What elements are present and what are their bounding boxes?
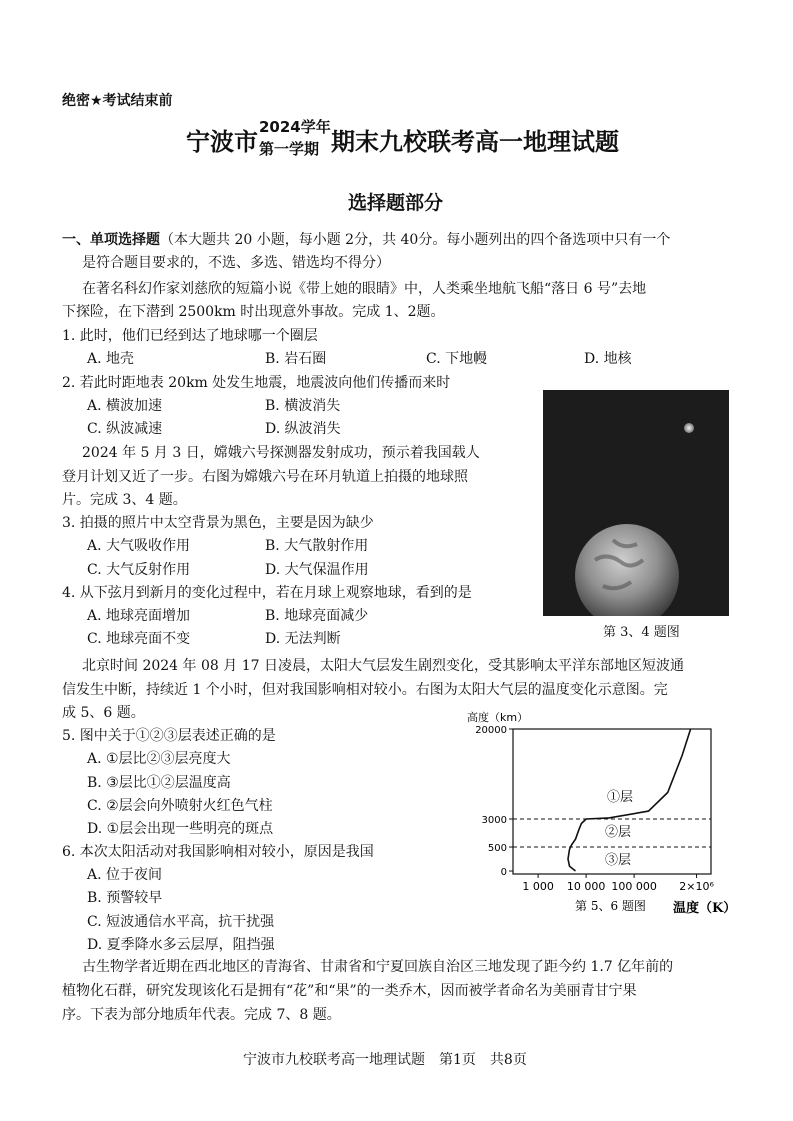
y-axis-label: 高度（km） xyxy=(467,711,529,724)
q4-option-b[interactable]: B. 地球亮面减少 xyxy=(265,608,369,624)
passage3-line3: 成 5、6 题。 xyxy=(62,705,145,721)
q3-option-c[interactable]: C. 大气反射作用 xyxy=(87,562,191,578)
title-main: 期末九校联考高一地理试题 xyxy=(331,127,619,156)
earth-globe xyxy=(575,524,679,616)
part1-instruction-line1 xyxy=(62,231,670,249)
q5-option-b[interactable]: B. ③层比①②层温度高 xyxy=(87,775,231,791)
q6-option-a[interactable]: A. 位于夜间 xyxy=(87,867,163,883)
q2-stem: 2. 若此时距地表 20km 处发生地震，地震波向他们传播而来时 xyxy=(62,375,451,391)
y-tick-label: 500 xyxy=(487,843,507,854)
distant-body xyxy=(684,423,694,433)
q3-stem: 3. 拍摄的照片中太空背景为黑色，主要是因为缺少 xyxy=(62,515,374,531)
q3-option-b[interactable]: B. 大气散射作用 xyxy=(265,538,369,554)
x-tick-group xyxy=(522,874,714,893)
q6-option-c[interactable]: C. 短波通信水平高，抗干扰强 xyxy=(87,914,275,930)
x-tick-label: 1 000 xyxy=(522,880,554,893)
passage2-line1: 2024 年 5 月 3 日，嫦娥六号探测器发射成功，预示着我国载人 xyxy=(82,445,480,461)
q6-stem: 6. 本次太阳活动对我国影响相对较小，原因是我国 xyxy=(62,844,374,860)
title-year: 2024学年 xyxy=(259,118,331,136)
passage4-line2: 植物化石群，研究发现该化石是拥有“花”和“果”的一类乔木，因而被学者命名为美丽青甘宁果 xyxy=(62,983,637,999)
confidential-label: 绝密★考试结束前 xyxy=(62,93,173,109)
passage2-line2: 登月计划又近了一步。右图为嫦娥六号在环月轨道上拍摄的地球照 xyxy=(62,469,468,485)
q3-option-a[interactable]: A. 大气吸收作用 xyxy=(87,538,191,554)
q6-option-d[interactable]: D. 夏季降水多云层厚，阻挡强 xyxy=(87,937,275,953)
y-tick-label: 20000 xyxy=(475,725,507,736)
q5-stem: 5. 图中关于①②③层表述正确的是 xyxy=(62,728,276,744)
part1-instruction: （本大题共 20 小题，每小题 2分，共 40分。每小题列出的四个备选项中只有一个 xyxy=(160,232,671,248)
part1-instruction-line2: 是符合题目要求的，不选、多选、错选均不得分） xyxy=(82,255,390,271)
earth-photo xyxy=(543,390,729,616)
q4-option-d[interactable]: D. 无法判断 xyxy=(265,631,341,647)
q1-option-c[interactable]: C. 下地幔 xyxy=(426,351,488,367)
passage1-line1: 在著名科幻作家刘慈欣的短篇小说《带上她的眼睛》中，人类乘坐地航飞船“落日 6 号”去地 xyxy=(82,281,647,297)
title-prefix: 宁波市 xyxy=(186,127,258,156)
q2-option-c[interactable]: C. 纵波减速 xyxy=(87,421,163,437)
photo-caption: 第 3、4 题图 xyxy=(603,625,680,640)
q1-option-d[interactable]: D. 地核 xyxy=(584,351,632,367)
q2-option-b[interactable]: B. 横波消失 xyxy=(265,398,341,414)
q3-option-d[interactable]: D. 大气保温作用 xyxy=(265,562,369,578)
y-tick-label: 0 xyxy=(500,867,507,878)
passage3-line2: 信发生中断，持续近 1 个小时，但对我国影响相对较小。右图为太阳大气层的温度变化示意图。完 xyxy=(62,682,668,698)
section-title: 选择题部分 xyxy=(348,192,444,214)
chart-caption: 第 5、6 题图 xyxy=(575,899,646,913)
title-semester: 第一学期 xyxy=(259,140,320,158)
q1-stem: 1. 此时，他们已经到达了地球哪一个圈层 xyxy=(62,328,318,344)
passage1-line2: 下探险，在下潜到 2500km 时出现意外事故。完成 1、2题。 xyxy=(62,304,445,320)
layer-1-label: ①层 xyxy=(607,790,634,805)
passage3-line1: 北京时间 2024 年 08 月 17 日凌晨，太阳大气层发生剧烈变化，受其影响太平洋东部地区短波通 xyxy=(82,658,684,674)
q1-option-b[interactable]: B. 岩石圈 xyxy=(265,351,327,367)
q2-option-a[interactable]: A. 横波加速 xyxy=(87,398,163,414)
passage4-line3: 序。下表为部分地质年代表。完成 7、8 题。 xyxy=(62,1007,341,1023)
q4-option-a[interactable]: A. 地球亮面增加 xyxy=(87,608,191,624)
x-tick-label: 2×10⁶ xyxy=(679,880,714,893)
q1-option-a[interactable]: A. 地壳 xyxy=(87,351,135,367)
y-tick-label: 3000 xyxy=(481,815,507,826)
y-tick-group xyxy=(475,725,513,878)
x-tick-label: 10 000 xyxy=(566,880,606,893)
q4-option-c[interactable]: C. 地球亮面不变 xyxy=(87,631,191,647)
q4-stem: 4. 从下弦月到新月的变化过程中，若在月球上观察地球，看到的是 xyxy=(62,585,472,601)
x-axis-label: 温度（K） xyxy=(673,901,737,916)
x-tick-label: 100 000 xyxy=(611,880,657,893)
passage4-line1: 古生物学者近期在西北地区的青海省、甘肃省和宁夏回族自治区三地发现了距今约 1.7 亿年前的 xyxy=(82,959,674,975)
passage2-line3: 片。完成 3、4 题。 xyxy=(62,492,187,508)
layer-2-label: ②层 xyxy=(605,825,632,840)
q5-option-d[interactable]: D. ①层会出现一些明亮的斑点 xyxy=(87,821,274,837)
part1-heading: 一、单项选择题 xyxy=(62,232,160,248)
q6-option-b[interactable]: B. 预警较早 xyxy=(87,890,163,906)
solar-temperature-chart xyxy=(455,705,745,920)
q2-option-d[interactable]: D. 纵波消失 xyxy=(265,421,341,437)
q5-option-a[interactable]: A. ①层比②③层亮度大 xyxy=(87,751,231,767)
layer-3-label: ③层 xyxy=(605,853,632,868)
page-footer: 宁波市九校联考高一地理试题 第1页 共8页 xyxy=(243,1052,527,1068)
q5-option-c[interactable]: C. ②层会向外喷射火红色气柱 xyxy=(87,798,273,814)
earth-photo-svg xyxy=(543,390,729,616)
